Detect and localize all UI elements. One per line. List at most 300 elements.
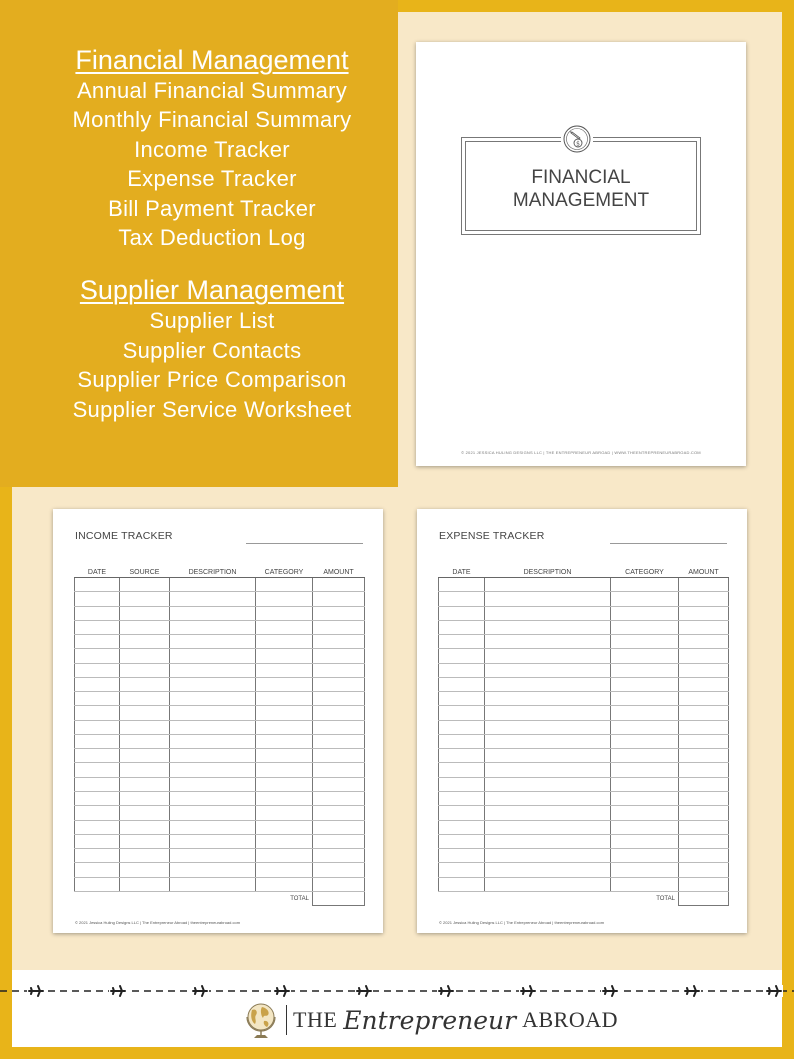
column-header: SOURCE (120, 568, 170, 578)
table-row (439, 834, 729, 848)
table-row (439, 820, 729, 834)
table-cell[interactable] (611, 863, 679, 877)
table-row (75, 849, 365, 863)
airplane-icon (601, 985, 619, 997)
table-cell[interactable] (679, 578, 729, 592)
table-cell[interactable] (313, 663, 365, 677)
table-cell[interactable] (485, 806, 611, 820)
table-cell[interactable] (439, 806, 485, 820)
table-cell[interactable] (256, 863, 313, 877)
airplane-icon (765, 985, 783, 997)
table-cell[interactable] (120, 749, 170, 763)
table-cell[interactable] (170, 820, 256, 834)
table-cell[interactable] (485, 863, 611, 877)
table-cell[interactable] (256, 734, 313, 748)
table-cell[interactable] (611, 635, 679, 649)
table-row (439, 806, 729, 820)
column-header: AMOUNT (679, 568, 729, 578)
total-row (439, 891, 729, 905)
table-cell[interactable] (170, 706, 256, 720)
table-cell[interactable] (485, 849, 611, 863)
table-row (439, 635, 729, 649)
table-cell[interactable] (439, 734, 485, 748)
airplane-icon (191, 985, 209, 997)
table-cell[interactable] (170, 692, 256, 706)
table-cell[interactable] (611, 749, 679, 763)
table-cell[interactable] (679, 777, 729, 791)
table-cell[interactable] (120, 635, 170, 649)
table-cell[interactable] (120, 763, 170, 777)
table-cell[interactable] (170, 834, 256, 848)
title-line (610, 543, 727, 544)
table-cell[interactable] (485, 734, 611, 748)
table-row (439, 720, 729, 734)
table-cell[interactable] (679, 834, 729, 848)
table-cell[interactable] (313, 620, 365, 634)
table-row (75, 592, 365, 606)
table-cell[interactable] (75, 706, 120, 720)
income-footer: © 2021 Jessica Huling Designs LLC | The Entrepreneur Abroad | theentrepreneurabroad.com (75, 920, 241, 925)
table-cell[interactable] (439, 791, 485, 805)
table-row (439, 706, 729, 720)
table-cell[interactable] (170, 806, 256, 820)
table-cell[interactable] (313, 849, 365, 863)
table-cell[interactable] (439, 706, 485, 720)
table-cell[interactable] (679, 791, 729, 805)
column-header: CATEGORY (611, 568, 679, 578)
table-cell[interactable] (485, 692, 611, 706)
table-cell[interactable] (611, 777, 679, 791)
table-cell[interactable] (439, 863, 485, 877)
airplane-icon (437, 985, 455, 997)
table-cell[interactable] (313, 677, 365, 691)
table-cell[interactable] (120, 677, 170, 691)
table-row (75, 578, 365, 592)
table-cell[interactable] (679, 806, 729, 820)
table-row (439, 620, 729, 634)
table-row (75, 677, 365, 691)
table-cell[interactable] (313, 578, 365, 592)
financial-item: Bill Payment Tracker (108, 195, 316, 221)
airplane-icon (109, 985, 127, 997)
table-cell[interactable] (256, 877, 313, 891)
table-cell[interactable] (611, 834, 679, 848)
airplane-icon (27, 985, 45, 997)
table-cell[interactable] (611, 606, 679, 620)
table-cell[interactable] (679, 663, 729, 677)
total-cell[interactable] (679, 891, 729, 905)
total-label: TOTAL (75, 891, 313, 905)
airplane-dash-border (0, 985, 794, 997)
expense-tracker-title: EXPENSE TRACKER (439, 530, 545, 542)
table-cell[interactable] (120, 692, 170, 706)
table-cell[interactable] (170, 677, 256, 691)
table-cell[interactable] (170, 663, 256, 677)
table-cell[interactable] (313, 649, 365, 663)
table-cell[interactable] (75, 692, 120, 706)
svg-text:$: $ (576, 140, 580, 148)
table-row (439, 763, 729, 777)
table-cell[interactable] (120, 791, 170, 805)
supplier-group (0, 274, 424, 424)
table-cell[interactable] (256, 606, 313, 620)
table-cell[interactable] (485, 720, 611, 734)
airplane-icon (519, 985, 537, 997)
table-cell[interactable] (120, 863, 170, 877)
table-cell[interactable] (256, 635, 313, 649)
table-cell[interactable] (439, 849, 485, 863)
table-cell[interactable] (170, 606, 256, 620)
total-row (75, 891, 365, 905)
table-cell[interactable] (75, 606, 120, 620)
table-row (75, 791, 365, 805)
table-cell[interactable] (256, 834, 313, 848)
table-row (75, 734, 365, 748)
table-row (75, 720, 365, 734)
table-cell[interactable] (313, 806, 365, 820)
expense-footer: © 2021 Jessica Huling Designs LLC | The Entrepreneur Abroad | theentrepreneurabroad.com (439, 920, 605, 925)
table-cell[interactable] (256, 692, 313, 706)
table-cell[interactable] (611, 649, 679, 663)
table-cell[interactable] (170, 592, 256, 606)
table-cell[interactable] (679, 592, 729, 606)
table-cell[interactable] (679, 720, 729, 734)
table-cell[interactable] (170, 849, 256, 863)
table-cell[interactable] (120, 734, 170, 748)
total-label: TOTAL (439, 891, 679, 905)
table-cell[interactable] (313, 720, 365, 734)
table-cell[interactable] (485, 635, 611, 649)
table-row (439, 791, 729, 805)
table-cell[interactable] (120, 877, 170, 891)
table-cell[interactable] (313, 706, 365, 720)
table-cell[interactable] (439, 692, 485, 706)
airplane-icon (273, 985, 291, 997)
table-row (439, 663, 729, 677)
table-row (75, 749, 365, 763)
table-row (75, 820, 365, 834)
table-cell[interactable] (485, 706, 611, 720)
airplane-icon (683, 985, 701, 997)
table-cell[interactable] (256, 578, 313, 592)
financial-item: Income Tracker (134, 136, 290, 162)
brand-word: THE (293, 1007, 338, 1032)
table-cell[interactable] (256, 849, 313, 863)
financial-group (0, 44, 424, 252)
table-cell[interactable] (75, 734, 120, 748)
table-row (75, 777, 365, 791)
table-cell[interactable] (170, 877, 256, 891)
table-cell[interactable] (485, 834, 611, 848)
table-cell[interactable] (170, 720, 256, 734)
table-cell[interactable] (679, 820, 729, 834)
table-cell[interactable] (75, 849, 120, 863)
table-row (439, 578, 729, 592)
table-cell[interactable] (611, 734, 679, 748)
table-cell[interactable] (313, 606, 365, 620)
table-cell[interactable] (611, 720, 679, 734)
table-cell[interactable] (256, 720, 313, 734)
table-cell[interactable] (313, 820, 365, 834)
table-cell[interactable] (611, 849, 679, 863)
expense-rows (439, 578, 729, 892)
table-cell[interactable] (120, 777, 170, 791)
table-cell[interactable] (679, 635, 729, 649)
column-header: DATE (75, 568, 120, 578)
table-cell[interactable] (485, 677, 611, 691)
table-cell[interactable] (679, 620, 729, 634)
table-cell[interactable] (679, 677, 729, 691)
table-cell[interactable] (75, 663, 120, 677)
table-cell[interactable] (485, 763, 611, 777)
table-row (75, 635, 365, 649)
table-cell[interactable] (170, 620, 256, 634)
table-cell[interactable] (256, 749, 313, 763)
table-cell[interactable] (611, 791, 679, 805)
table-cell[interactable] (75, 578, 120, 592)
table-cell[interactable] (485, 663, 611, 677)
table-cell[interactable] (439, 763, 485, 777)
table-cell[interactable] (256, 820, 313, 834)
table-cell[interactable] (679, 606, 729, 620)
supplier-item: Supplier List (149, 308, 275, 334)
table-cell[interactable] (439, 749, 485, 763)
expense-table (438, 568, 729, 906)
table-cell[interactable] (485, 749, 611, 763)
table-cell[interactable] (170, 863, 256, 877)
table-cell[interactable] (611, 820, 679, 834)
table-cell[interactable] (679, 877, 729, 891)
column-header: DESCRIPTION (170, 568, 256, 578)
table-cell[interactable] (313, 734, 365, 748)
table-cell[interactable] (256, 592, 313, 606)
table-cell[interactable] (75, 863, 120, 877)
table-cell[interactable] (611, 677, 679, 691)
table-row (439, 606, 729, 620)
table-cell[interactable] (313, 834, 365, 848)
table-cell[interactable] (313, 635, 365, 649)
table-cell[interactable] (256, 777, 313, 791)
table-row (75, 834, 365, 848)
table-cell[interactable] (75, 763, 120, 777)
table-cell[interactable] (439, 578, 485, 592)
financial-item: Expense Tracker (127, 166, 297, 192)
table-cell[interactable] (611, 763, 679, 777)
table-cell[interactable] (75, 791, 120, 805)
table-cell[interactable] (75, 820, 120, 834)
table-cell[interactable] (75, 620, 120, 634)
table-cell[interactable] (313, 791, 365, 805)
table-row (439, 677, 729, 691)
table-cell[interactable] (170, 635, 256, 649)
table-row (75, 706, 365, 720)
table-cell[interactable] (439, 649, 485, 663)
table-row (75, 863, 365, 877)
table-cell[interactable] (120, 820, 170, 834)
table-row (75, 620, 365, 634)
table-cell[interactable] (679, 863, 729, 877)
table-cell[interactable] (313, 777, 365, 791)
table-cell[interactable] (611, 663, 679, 677)
table-cell[interactable] (485, 820, 611, 834)
table-cell[interactable] (485, 592, 611, 606)
table-cell[interactable] (679, 692, 729, 706)
table-cell[interactable] (439, 720, 485, 734)
table-row (439, 734, 729, 748)
table-cell[interactable] (120, 649, 170, 663)
table-row (439, 649, 729, 663)
table-cell[interactable] (256, 677, 313, 691)
table-cell[interactable] (256, 620, 313, 634)
table-cell[interactable] (75, 777, 120, 791)
income-rows (75, 578, 365, 892)
table-cell[interactable] (170, 578, 256, 592)
table-row (75, 649, 365, 663)
table-row (439, 592, 729, 606)
income-tracker-page (53, 509, 383, 933)
table-cell[interactable] (170, 749, 256, 763)
table-cell[interactable] (439, 592, 485, 606)
table-cell[interactable] (679, 649, 729, 663)
table-cell[interactable] (75, 720, 120, 734)
table-cell[interactable] (611, 692, 679, 706)
table-cell[interactable] (485, 620, 611, 634)
table-cell[interactable] (611, 877, 679, 891)
cover-page (416, 42, 746, 466)
supplier-heading: Supplier Management (79, 275, 345, 306)
supplier-item: Supplier Service Worksheet (72, 396, 352, 422)
income-table (74, 568, 365, 906)
financial-item: Monthly Financial Summary (72, 107, 352, 133)
table-cell[interactable] (313, 592, 365, 606)
table-cell[interactable] (485, 649, 611, 663)
cover-title (462, 166, 700, 212)
globe-icon (242, 1000, 280, 1040)
table-cell[interactable] (679, 706, 729, 720)
table-cell[interactable] (439, 834, 485, 848)
table-row (75, 606, 365, 620)
table-cell[interactable] (611, 592, 679, 606)
cover-title-line: MANAGEMENT (512, 190, 650, 211)
table-cell[interactable] (120, 806, 170, 820)
brand-logo (242, 1000, 618, 1040)
table-cell[interactable] (439, 620, 485, 634)
table-cell[interactable] (75, 834, 120, 848)
table-row (439, 877, 729, 891)
table-cell[interactable] (170, 734, 256, 748)
expense-tracker-page (417, 509, 747, 933)
table-cell[interactable] (439, 635, 485, 649)
table-row (439, 863, 729, 877)
table-cell[interactable] (170, 649, 256, 663)
total-cell[interactable] (313, 891, 365, 905)
table-cell[interactable] (120, 834, 170, 848)
table-cell[interactable] (439, 877, 485, 891)
table-row (75, 663, 365, 677)
table-cell[interactable] (313, 749, 365, 763)
table-cell[interactable] (170, 777, 256, 791)
column-header: DATE (439, 568, 485, 578)
table-cell[interactable] (313, 763, 365, 777)
table-cell[interactable] (485, 578, 611, 592)
airplane-icon (355, 985, 373, 997)
table-cell[interactable] (75, 877, 120, 891)
table-cell[interactable] (75, 635, 120, 649)
brand-word: ABROAD (522, 1007, 619, 1032)
table-cell[interactable] (611, 806, 679, 820)
table-cell[interactable] (611, 620, 679, 634)
table-row (75, 877, 365, 891)
income-tracker-title: INCOME TRACKER (75, 530, 173, 542)
table-row (439, 692, 729, 706)
table-cell[interactable] (611, 706, 679, 720)
table-cell[interactable] (120, 592, 170, 606)
table-cell[interactable] (256, 806, 313, 820)
table-cell[interactable] (120, 578, 170, 592)
table-cell[interactable] (611, 578, 679, 592)
table-cell[interactable] (485, 777, 611, 791)
column-header: AMOUNT (313, 568, 365, 578)
table-cell[interactable] (679, 749, 729, 763)
table-cell[interactable] (256, 649, 313, 663)
column-header: CATEGORY (256, 568, 313, 578)
table-row (75, 763, 365, 777)
table-cell[interactable] (679, 734, 729, 748)
table-cell[interactable] (256, 663, 313, 677)
financial-heading: Financial Management (75, 45, 349, 75)
table-row (439, 849, 729, 863)
table-cell[interactable] (679, 849, 729, 863)
table-cell[interactable] (75, 677, 120, 691)
table-cell[interactable] (439, 606, 485, 620)
table-cell[interactable] (75, 749, 120, 763)
brand-divider (286, 1005, 287, 1035)
table-cell[interactable] (313, 863, 365, 877)
table-cell[interactable] (313, 877, 365, 891)
table-cell[interactable] (170, 763, 256, 777)
table-cell[interactable] (439, 820, 485, 834)
table-cell[interactable] (485, 606, 611, 620)
table-cell[interactable] (439, 677, 485, 691)
table-cell[interactable] (75, 806, 120, 820)
table-cell[interactable] (485, 791, 611, 805)
table-cell[interactable] (120, 849, 170, 863)
table-cell[interactable] (120, 663, 170, 677)
table-cell[interactable] (256, 791, 313, 805)
contents-list (0, 44, 424, 424)
table-cell[interactable] (120, 720, 170, 734)
table-cell[interactable] (439, 777, 485, 791)
table-cell[interactable] (256, 706, 313, 720)
table-cell[interactable] (313, 692, 365, 706)
table-cell[interactable] (679, 763, 729, 777)
supplier-item: Supplier Price Comparison (77, 367, 347, 393)
table-row (439, 749, 729, 763)
table-cell[interactable] (75, 649, 120, 663)
table-cell[interactable] (256, 763, 313, 777)
supplier-item: Supplier Contacts (122, 337, 302, 363)
table-cell[interactable] (120, 620, 170, 634)
table-cell[interactable] (120, 606, 170, 620)
table-cell[interactable] (170, 791, 256, 805)
table-cell[interactable] (439, 663, 485, 677)
table-cell[interactable] (120, 706, 170, 720)
title-line (246, 543, 363, 544)
table-cell[interactable] (485, 877, 611, 891)
brand-word: Entrepreneur (343, 1005, 517, 1035)
cover-title-line: FINANCIAL (531, 167, 631, 188)
table-cell[interactable] (75, 592, 120, 606)
